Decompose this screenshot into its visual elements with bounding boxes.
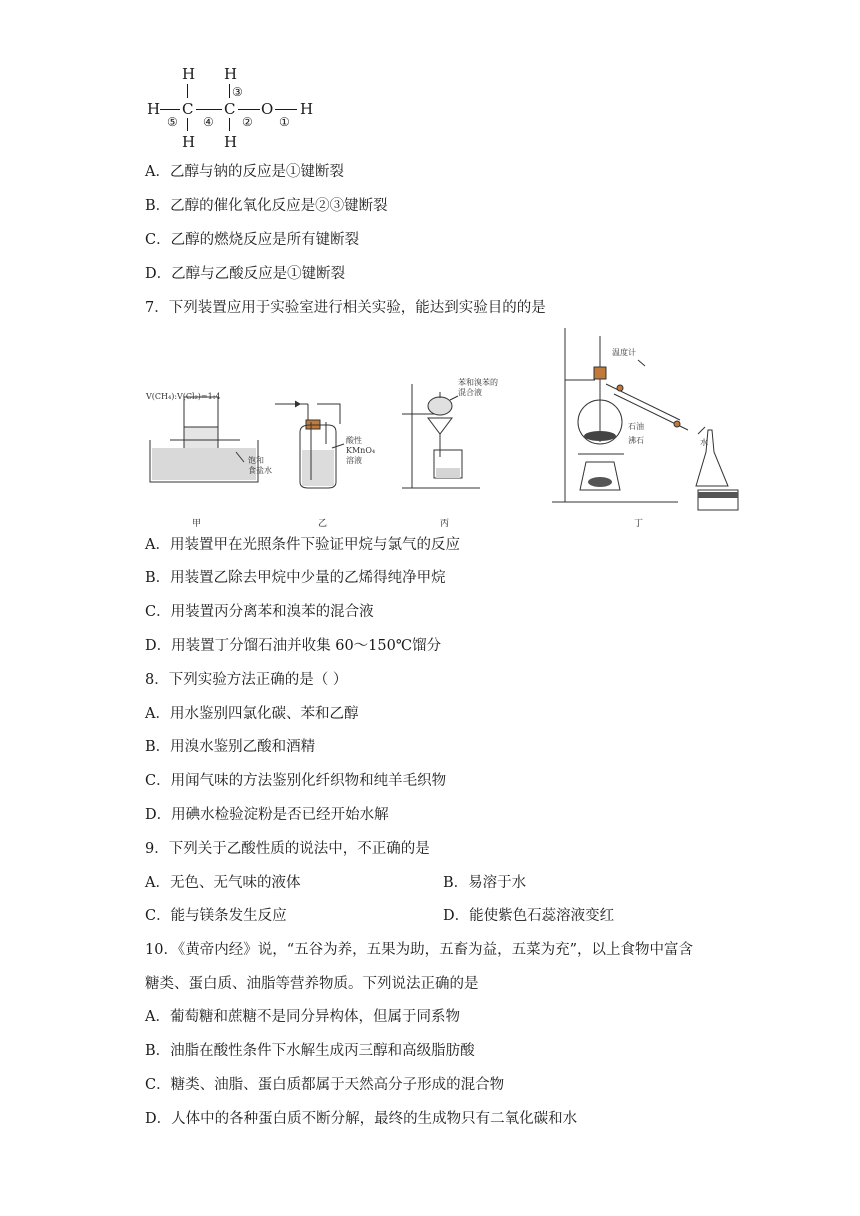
apparatus-jia-water-label: 饱和 食盐水 — [248, 456, 272, 475]
q7-option-b: B．用装置乙除去甲烷中少量的乙烯得纯净甲烷 — [145, 570, 446, 586]
q6-option-b: B．乙醇的催化氧化反应是②③键断裂 — [145, 198, 388, 214]
bond-label: ② — [242, 115, 253, 129]
atom-h: H — [182, 133, 196, 151]
q8-option-a: A．用水鉴别四氯化碳、苯和乙醇 — [145, 706, 359, 722]
apparatus-ding-stone-label: 沸石 — [628, 436, 644, 445]
bond-label: ① — [279, 115, 290, 129]
q9-stem: 9．下列关于乙酸性质的说法中，不正确的是 — [145, 841, 430, 857]
q9-option-b: B．易溶于水 — [443, 875, 527, 891]
q10-stem-line2: 糖类、蛋白质、油脂等营养物质。下列说法正确的是 — [145, 976, 479, 992]
q6-option-d: D．乙醇与乙酸反应是①键断裂 — [145, 266, 346, 282]
q10-stem-line1: 10．《黄帝内经》说，“五谷为养，五果为助，五畜为益，五菜为充”，以上食物中富含 — [145, 942, 694, 958]
bond-label: ④ — [203, 115, 214, 129]
q7-option-c: C．用装置丙分离苯和溴苯的混合液 — [145, 604, 374, 620]
q10-option-b: B．油脂在酸性条件下水解生成丙三醇和高级脂肪酸 — [145, 1043, 475, 1059]
bond-label: ③ — [232, 85, 243, 99]
atom-h: H — [224, 133, 238, 151]
ethanol-structural-formula — [140, 62, 330, 152]
apparatus-ding-water-label: 水 — [700, 438, 708, 447]
q7-stem: 7．下列装置应用于实验室进行相关实验，能达到实验目的的是 — [145, 300, 546, 316]
apparatus-ding-oil-label: 石油 — [628, 422, 644, 431]
atom-c: C — [224, 100, 236, 118]
atom-o: O — [261, 100, 274, 118]
atom-h: H — [182, 65, 196, 83]
apparatus-ding-thermometer-label: 温度计 — [612, 348, 636, 357]
q10-option-d: D．人体中的各种蛋白质不断分解，最终的生成物只有二氧化碳和水 — [145, 1111, 578, 1127]
q6-option-c: C．乙醇的燃烧反应是所有键断裂 — [145, 232, 360, 248]
q9-option-d: D．能使紫色石蕊溶液变红 — [443, 908, 615, 924]
q9-option-c: C．能与镁条发生反应 — [145, 908, 287, 924]
caption-ding: 丁 — [634, 519, 644, 529]
atom-c: C — [182, 100, 194, 118]
caption-jia: 甲 — [192, 519, 202, 529]
q10-option-c: C．糖类、油脂、蛋白质都属于天然高分子形成的混合物 — [145, 1077, 505, 1093]
caption-yi: 乙 — [318, 519, 328, 529]
q7-option-a: A．用装置甲在光照条件下验证甲烷与氯气的反应 — [145, 537, 460, 553]
apparatus-yi-solution-label: 酸性 KMnO₄ 溶液 — [346, 436, 376, 465]
apparatus-jia-label: V(CH₄):V(Cl₂)=1:4 — [146, 392, 221, 401]
caption-bing: 丙 — [440, 519, 450, 529]
q8-option-c: C．用闻气味的方法鉴别化纤织物和纯羊毛织物 — [145, 773, 447, 789]
q10-option-a: A．葡萄糖和蔗糖不是同分异构体，但属于同系物 — [145, 1009, 460, 1025]
q6-option-a: A．乙醇与钠的反应是①键断裂 — [145, 164, 344, 180]
atom-h: H — [147, 100, 161, 118]
q7-option-d: D．用装置丁分馏石油并收集 60～150℃馏分 — [145, 638, 442, 654]
atom-h: H — [300, 100, 314, 118]
atom-h: H — [224, 65, 238, 83]
q8-option-b: B．用溴水鉴别乙酸和酒精 — [145, 739, 316, 755]
apparatus-illustration — [140, 322, 760, 530]
q8-option-d: D．用碘水检验淀粉是否已经开始水解 — [145, 807, 389, 823]
q9-option-a: A．无色、无气味的液体 — [145, 875, 301, 891]
apparatus-bing-label: 苯和溴苯的 混合液 — [458, 378, 498, 397]
bond-label: ⑤ — [167, 115, 178, 129]
q7-apparatus-figure — [140, 322, 760, 530]
q8-stem: 8．下列实验方法正确的是（ ） — [145, 672, 348, 688]
